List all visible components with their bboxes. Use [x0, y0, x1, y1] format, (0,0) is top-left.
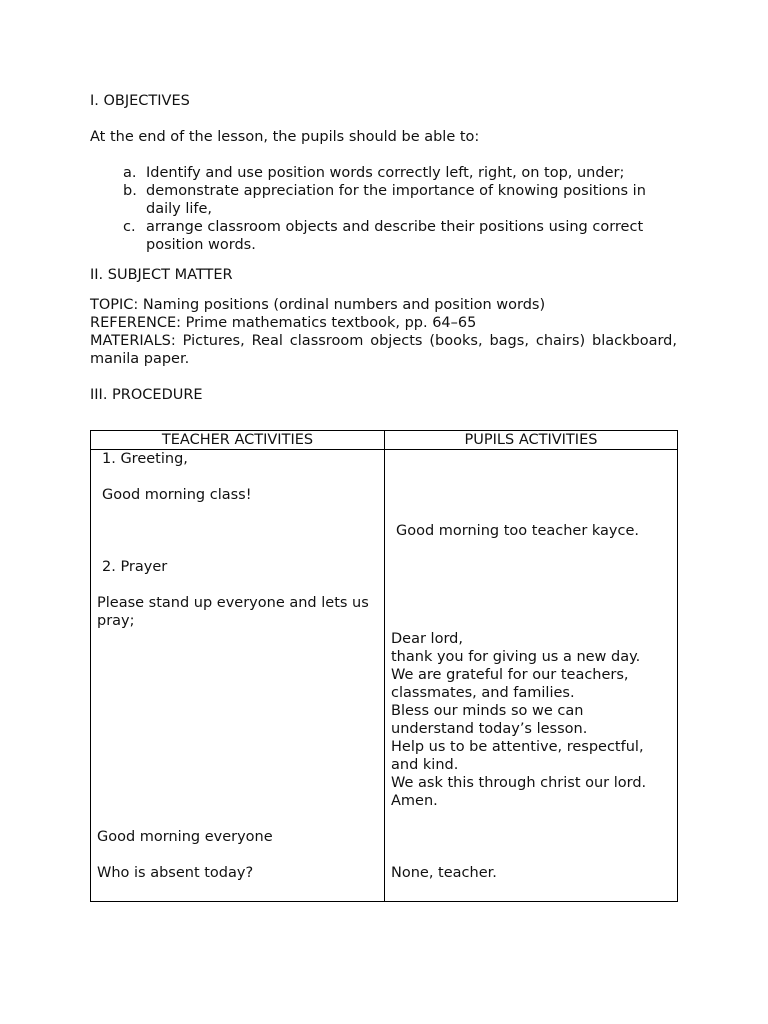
objectives-list	[90, 164, 677, 254]
prayer-line: Dear lord,	[391, 631, 463, 647]
objectives-intro: At the end of the lesson, the pupils should be able to:	[90, 129, 480, 145]
reference-line: REFERENCE: Prime mathematics textbook, pp. 64–65	[90, 315, 477, 331]
objective-item	[123, 164, 677, 182]
pupils-activities-header: PUPILS ACTIVITIES	[385, 431, 678, 450]
prayer-line: We are grateful for our teachers, classmates, and families.	[391, 667, 629, 701]
prayer-line: thank you for giving us a new day.	[391, 649, 641, 665]
teacher-activities-cell	[91, 450, 385, 902]
prayer-line: We ask this through christ our lord.	[391, 775, 647, 791]
lesson-plan-page	[90, 92, 677, 404]
objective-item	[123, 218, 677, 254]
objective-text: Identify and use position words correctly left, right, on top, under;	[146, 165, 625, 181]
list-marker: c.	[123, 219, 136, 235]
prayer-instruction: Please stand up everyone and lets us pray;	[97, 595, 369, 629]
objective-text: arrange classroom objects and describe their positions using correct position words.	[146, 219, 644, 253]
objective-item	[123, 182, 677, 218]
materials-line: MATERIALS: Pictures, Real classroom objects (books, bags, chairs) blackboard, manila paper.	[90, 333, 677, 367]
pupils-activities-cell	[385, 450, 678, 902]
greeting-title: 1. Greeting,	[102, 451, 188, 467]
list-marker: a.	[123, 165, 137, 181]
list-marker: b.	[123, 183, 137, 199]
pupils-prayer	[391, 630, 671, 810]
objectives-heading: I. OBJECTIVES	[90, 93, 190, 109]
greeting-reply: Good morning too teacher kayce.	[396, 523, 640, 539]
prayer-title: 2. Prayer	[102, 559, 168, 575]
topic-line: TOPIC: Naming positions (ordinal numbers and position words)	[90, 297, 546, 313]
absent-reply: None, teacher.	[391, 865, 497, 881]
absent-question: Who is absent today?	[97, 865, 254, 881]
good-morning-everyone: Good morning everyone	[97, 829, 273, 845]
greeting-line: Good morning class!	[102, 487, 252, 503]
subject-matter-details	[90, 296, 677, 368]
prayer-line: Help us to be attentive, respectful, and kind.	[391, 739, 644, 773]
procedure-table	[90, 430, 678, 902]
prayer-line: Amen.	[391, 793, 438, 809]
teacher-activities-header: TEACHER ACTIVITIES	[91, 431, 385, 450]
procedure-heading: III. PROCEDURE	[90, 387, 203, 403]
subject-matter-heading: II. SUBJECT MATTER	[90, 267, 233, 283]
prayer-line: Bless our minds so we can understand today’s lesson.	[391, 703, 588, 737]
objective-text: demonstrate appreciation for the importance of knowing positions in daily life,	[146, 183, 646, 217]
